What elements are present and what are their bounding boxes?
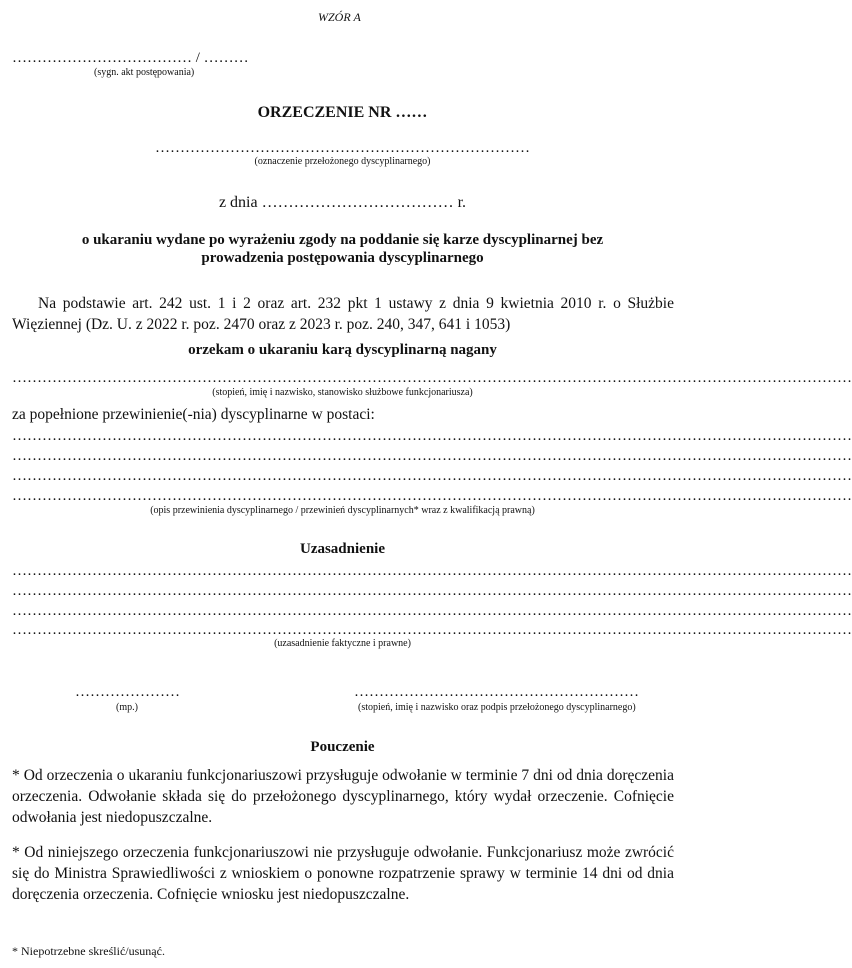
przelozony-line: ………………………………………………………………… bbox=[155, 140, 530, 156]
pouczenie-heading: Pouczenie bbox=[310, 739, 375, 755]
funkcjonariusz-caption: (stopień, imię i nazwisko, stanowisko służbowe funkcjonariusza) bbox=[212, 387, 473, 398]
document-title: ORZECZENIE NR …… bbox=[257, 104, 428, 121]
date-line: z dnia ……………………………… r. bbox=[218, 194, 467, 211]
przewinienie-line-1: …………………………………………………………………………………………………………………………………………………… bbox=[12, 428, 852, 444]
legal-basis: Na podstawie art. 242 ust. 1 i 2 oraz art. 232 pkt 1 ustawy z dnia 9 kwietnia 2010 r. o Służbie Więziennej (Dz. U. z 2022 r. poz. 2470 oraz z 2023 r. poz. 240, 347, 641 i 1053) bbox=[12, 295, 674, 333]
przewinienie-caption: (opis przewinienia dyscyplinarnego / przewinień dyscyplinarnych* wraz z kwalifikacją prawną) bbox=[150, 505, 535, 516]
wzor-label: WZÓR A bbox=[318, 10, 361, 24]
subtitle-line-1: o ukaraniu wydane po wyrażeniu zgody na poddanie się karze dyscyplinarnej bez bbox=[81, 232, 604, 248]
funkcjonariusz-line: …………………………………………………………………………………………………………………………………………………… bbox=[12, 370, 852, 386]
uzasadnienie-heading: Uzasadnienie bbox=[299, 541, 385, 557]
signature-line: ………………………………………………… bbox=[354, 684, 639, 700]
uzasadnienie-line-4: …………………………………………………………………………………………………………………………………………………… bbox=[12, 622, 852, 638]
przewinienie-label: za popełnione przewinienie(-nia) dyscyplinarne w postaci: bbox=[12, 406, 375, 423]
uzasadnienie-line-3: …………………………………………………………………………………………………………………………………………………… bbox=[12, 603, 852, 619]
uzasadnienie-line-2: …………………………………………………………………………………………………………………………………………………… bbox=[12, 583, 852, 599]
sygnatura-caption: (sygn. akt postępowania) bbox=[94, 67, 195, 78]
pouczenie-paragraph-2: * Od niniejszego orzeczenia funkcjonariuszowi nie przysługuje odwołanie. Funkcjonariusz może zwrócić się do Ministra Sprawiedliwości z wnioskiem o ponowne rozpatrzenie sprawy w terminie 14 dni od dnia doręczenia orzeczenia. Cofnięcie wniosku jest niedopuszczalne. bbox=[12, 844, 674, 903]
przewinienie-line-4: …………………………………………………………………………………………………………………………………………………… bbox=[12, 488, 852, 504]
signature-caption: (stopień, imię i nazwisko oraz podpis przełożonego dyscyplinarnego) bbox=[358, 702, 636, 713]
footnote: * Niepotrzebne skreślić/usunąć. bbox=[12, 944, 165, 958]
orzekam-heading: orzekam o ukaraniu karą dyscyplinarną nagany bbox=[188, 342, 497, 358]
przelozony-caption: (oznaczenie przełożonego dyscyplinarnego) bbox=[254, 156, 431, 167]
pouczenie-paragraph-1: * Od orzeczenia o ukaraniu funkcjonariuszowi przysługuje odwołanie w terminie 7 dni od dnia doręczenia orzeczenia. Odwołanie składa się do przełożonego dyscyplinarnego, który wydał orzeczenie. Cofnięcie odwołania jest niedopuszczalne. bbox=[12, 767, 674, 826]
mp-line: ………………… bbox=[75, 684, 180, 700]
sygnatura-line: ……………………………… / ……… bbox=[12, 50, 249, 66]
uzasadnienie-line-1: …………………………………………………………………………………………………………………………………………………… bbox=[12, 563, 852, 579]
mp-caption: (mp.) bbox=[116, 702, 138, 713]
subtitle-line-2: prowadzenia postępowania dyscyplinarnego bbox=[201, 250, 484, 266]
uzasadnienie-caption: (uzasadnienie faktyczne i prawne) bbox=[274, 638, 411, 649]
przewinienie-line-2: …………………………………………………………………………………………………………………………………………………… bbox=[12, 448, 852, 464]
przewinienie-line-3: …………………………………………………………………………………………………………………………………………………… bbox=[12, 468, 852, 484]
